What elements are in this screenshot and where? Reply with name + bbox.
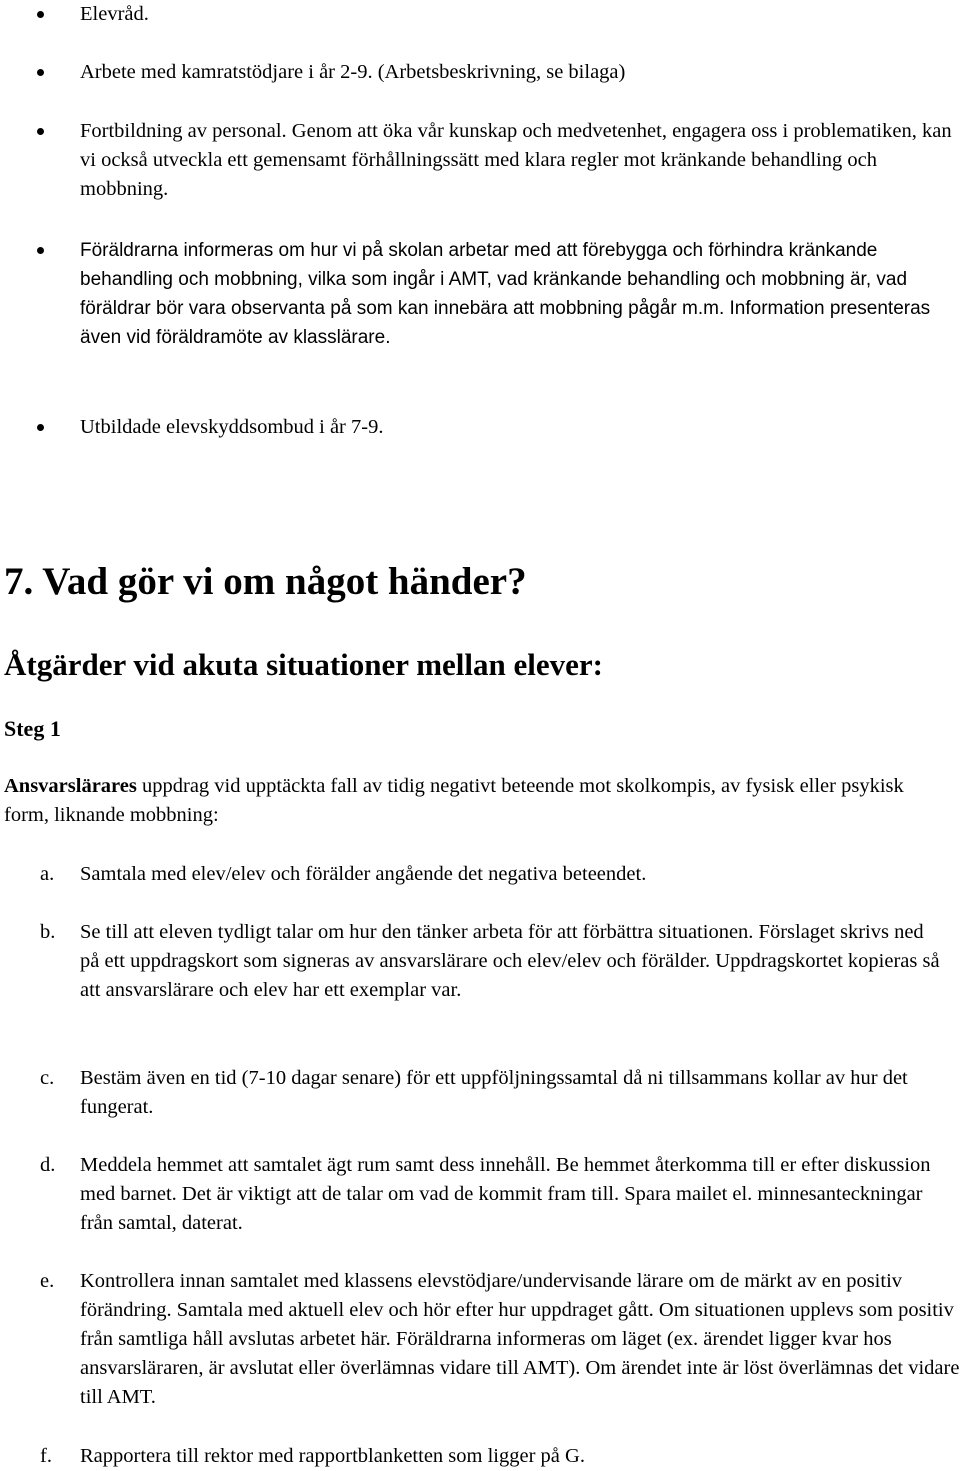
- bullet-icon: [37, 424, 44, 431]
- intro-text: uppdrag vid upptäckta fall av tidig negativt beteende mot skolkompis, av fysisk eller psykisk form, liknande mobbning:: [4, 775, 904, 826]
- step-letter: e.: [40, 1270, 55, 1292]
- intro-role: Ansvarslärares: [4, 775, 137, 797]
- bullet-text: Föräldrarna informeras om hur vi på skolan arbetar med att förebygga och förhindra kränkande behandling och mobbning, vilka som ingår i AMT, vad kränkande behandling och mobbning är, vad föräldrar bör vara observanta på som kan innebära att mobbning pågår m.m. Information presenteras även vid föräldramöte av klasslärare.: [80, 240, 931, 348]
- section-title: 7. Vad gör vi om något händer?: [4, 560, 527, 603]
- step-text: Kontrollera innan samtalet med klassens elevstödjare/undervisande lärare om de märkt av en positiv förändring. Samtala med aktuell elev och hör efter hur uppdraget gått. Om situationen upplevs som positiv från samtliga håll avslutas arbetet här. Föräldrarna informeras om läget (ex. ärendet ligger kvar hos ansvarsläraren, är avslutat eller överlämnas vidare till AMT). Om ärendet inte är löst överlämnas det vidare till AMT.: [80, 1270, 960, 1408]
- bullet-icon: [37, 69, 44, 76]
- bullet-text: Arbete med kamratstödjare i år 2-9. (Arbetsbeskrivning, se bilaga): [80, 61, 626, 83]
- bullet-text: Elevråd.: [80, 3, 149, 25]
- bullet-icon: [37, 11, 44, 18]
- bullet-icon: [37, 128, 44, 135]
- step-text: Se till att eleven tydligt talar om hur den tänker arbeta för att förbättra situationen. Förslaget skrivs ned på ett uppdragskort som signeras av ansvarslärare och elev/elev och förälder. Uppdragskortet kopieras så att ansvarslärare och elev har ett exemplar var.: [80, 921, 940, 1001]
- step-letter: f.: [40, 1445, 52, 1467]
- bullet-icon: [37, 247, 44, 254]
- step-title: Steg 1: [4, 716, 61, 741]
- step-letter: d.: [40, 1154, 56, 1176]
- step-letter: b.: [40, 921, 56, 943]
- bullet-text: Utbildade elevskyddsombud i år 7-9.: [80, 416, 384, 438]
- intro-paragraph: [4, 772, 934, 830]
- step-text: Bestäm även en tid (7-10 dagar senare) för ett uppföljningssamtal då ni tillsammans kollar av hur det fungerat.: [80, 1067, 908, 1118]
- step-text: Rapportera till rektor med rapportblanketten som ligger på G.: [80, 1445, 585, 1467]
- step-letter: c.: [40, 1067, 55, 1089]
- step-text: Samtala med elev/elev och förälder angående det negativa beteendet.: [80, 863, 647, 885]
- bullet-text: Fortbildning av personal. Genom att öka vår kunskap och medvetenhet, engagera oss i problematiken, kan vi också utveckla ett gemensamt förhållningssätt med klara regler mot kränkande behandling och mobbning.: [80, 120, 952, 200]
- step-text: Meddela hemmet att samtalet ägt rum samt dess innehåll. Be hemmet återkomma till er efter diskussion med barnet. Det är viktigt att de talar om vad de kommit fram till. Spara mailet el. minnesanteckningar från samtal, daterat.: [80, 1154, 931, 1234]
- step-letter: a.: [40, 863, 55, 885]
- subsection-title: Åtgärder vid akuta situationer mellan elever:: [4, 647, 603, 682]
